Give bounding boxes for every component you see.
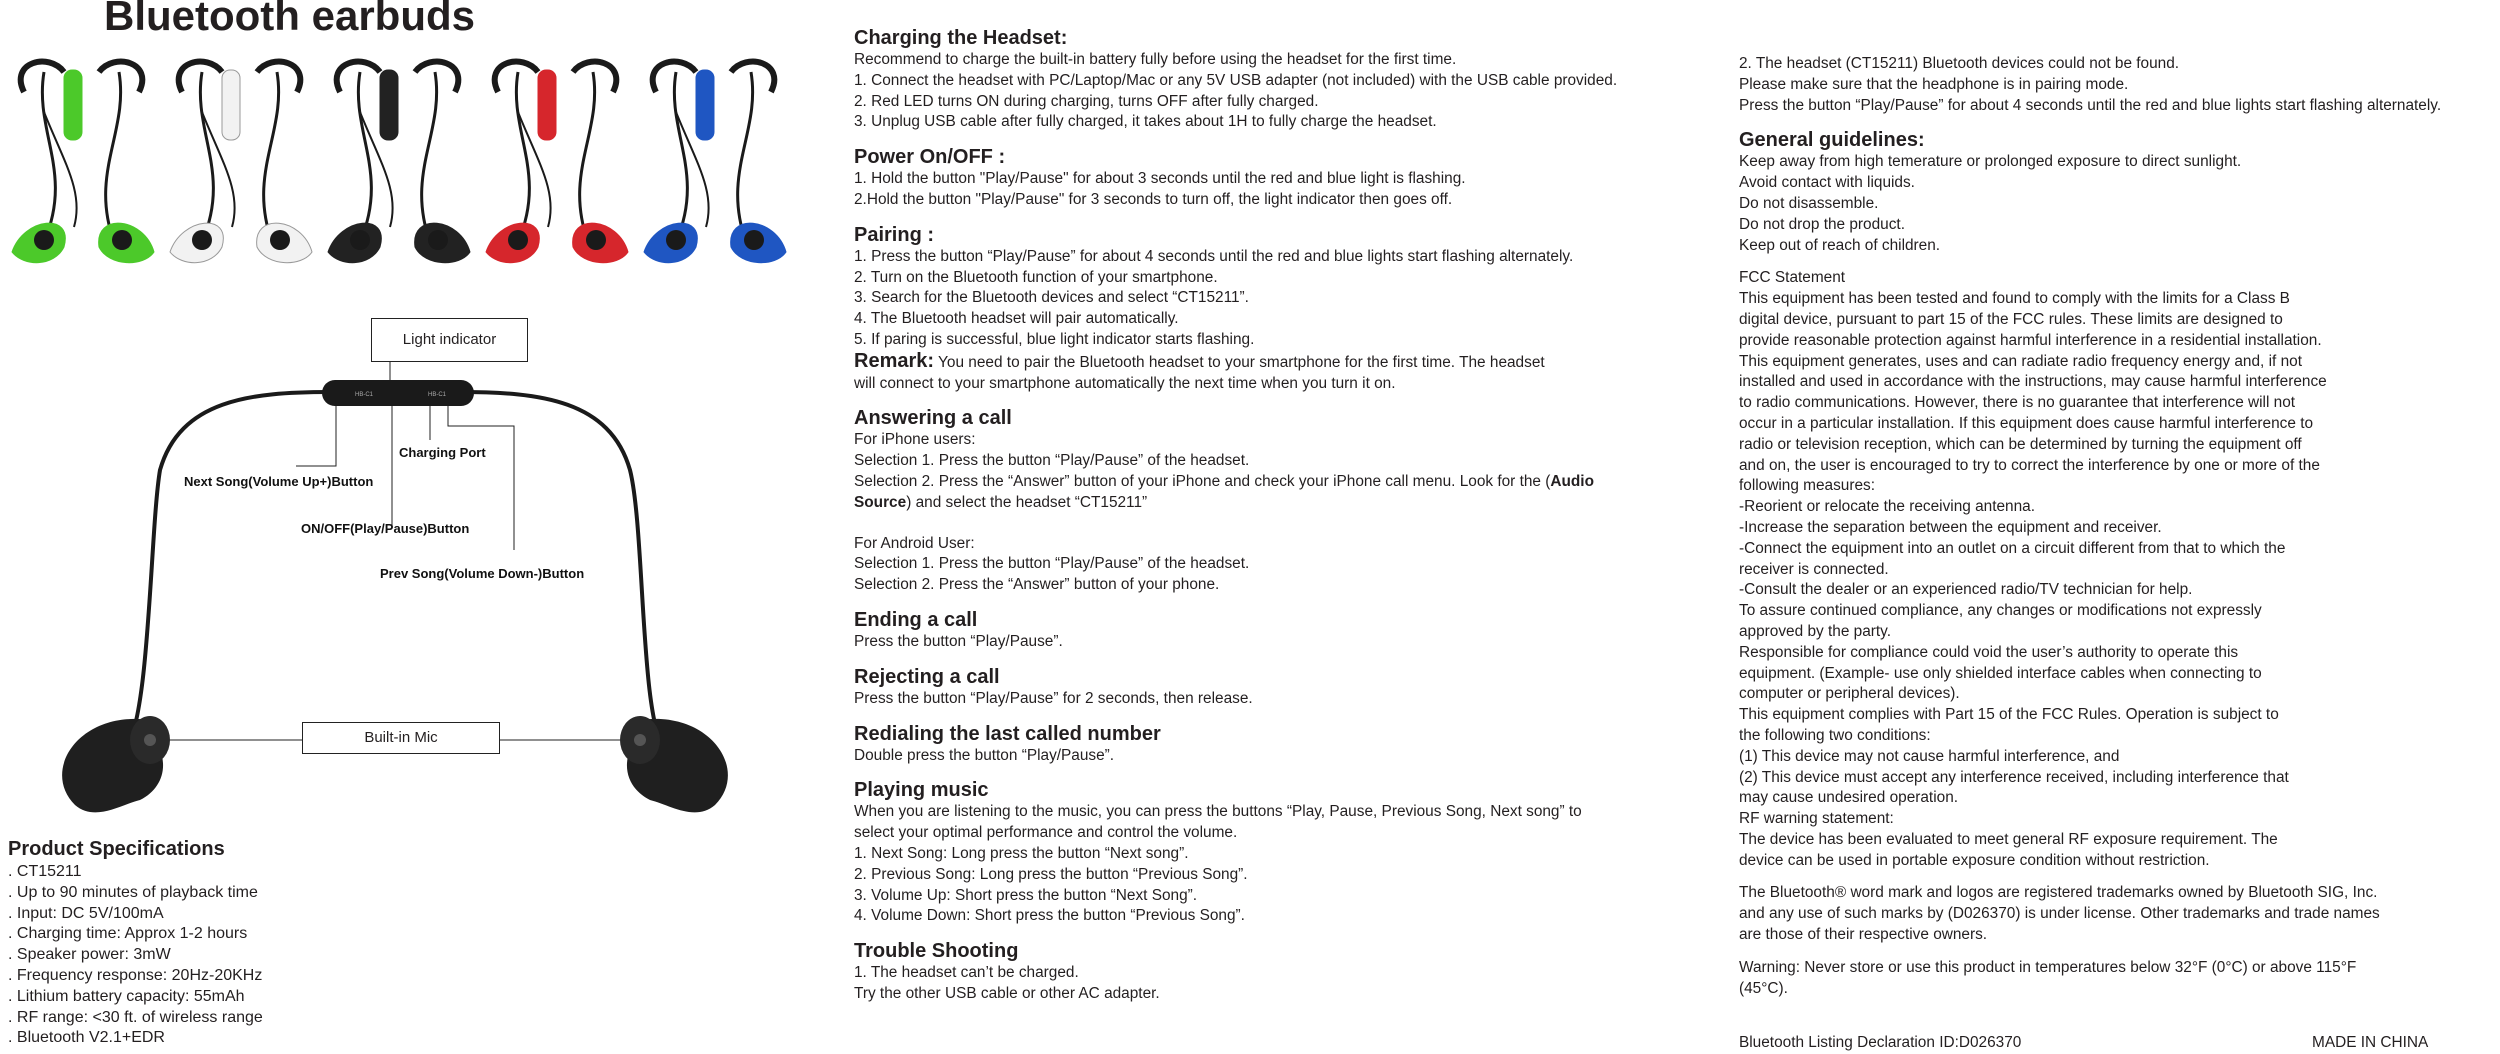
text-line: digital device, pursuant to part 15 of the FCC rules. These limits are designed to	[1739, 310, 2283, 328]
text-line: 4. The Bluetooth headset will pair automatically.	[854, 310, 1179, 328]
ending-heading: Ending a call	[854, 608, 978, 631]
prev-song-label: Prev Song(Volume Down-)Button	[380, 566, 585, 581]
text-line: This equipment complies with Part 15 of the FCC Rules. Operation is subject to	[1739, 706, 2279, 724]
iphone-selection-2-cont	[854, 493, 1617, 514]
music-text	[854, 802, 1617, 927]
text-line: RF warning statement:	[1739, 810, 1894, 828]
product-photos	[0, 52, 800, 292]
text-line: 1. Next Song: Long press the button “Next song”.	[854, 844, 1189, 862]
right-column	[1739, 54, 2441, 999]
temperature-warning	[1739, 958, 2441, 1000]
android-selection-2: Selection 2. Press the “Answer” button of your phone.	[854, 576, 1220, 594]
text-line: following measures:	[1739, 477, 1876, 495]
music-heading: Playing music	[854, 779, 989, 802]
right-earbud	[620, 716, 728, 812]
text-line: 2. Red LED turns ON during charging, turns OFF after fully charged.	[854, 92, 1319, 110]
answering-heading: Answering a call	[854, 407, 1012, 430]
leader-next	[296, 406, 336, 466]
iphone-selection-2-end: ) and select the headset “CT15211”	[906, 493, 1148, 511]
text-line: 1. The headset can’t be charged.	[854, 964, 1079, 982]
source-word: Source	[854, 493, 907, 511]
text-line: 4. Volume Down: Short press the button “Previous Song”.	[854, 907, 1245, 925]
text-line: -Reorient or relocate the receiving antenna.	[1739, 498, 2036, 516]
android-intro: For Android User:	[854, 534, 975, 552]
product-specifications	[8, 836, 263, 1049]
text-line: installed and used in accordance with the instructions, may cause harmful interference	[1739, 373, 2327, 391]
power-heading: Power On/OFF :	[854, 146, 1006, 169]
text-line: to radio communications. However, there is no guarantee that interference will not	[1739, 394, 2296, 412]
text-line: Warning: Never store or use this product in temperatures below 32°F (0°C) or above 115°F	[1739, 958, 2357, 976]
text-line: the following two conditions:	[1739, 726, 1931, 744]
rejecting-heading: Rejecting a call	[854, 665, 1000, 688]
charging-port-label: Charging Port	[399, 445, 486, 460]
built-in-mic-label: Built-in Mic	[302, 722, 500, 754]
text-line: 1. Connect the headset with PC/Laptop/Mac or any 5V USB adapter (not included) with the USB cable provided.	[854, 71, 1618, 89]
earbud-photo-green	[12, 62, 154, 263]
iphone-selection-1: Selection 1. Press the button “Play/Pause” of the headset.	[854, 452, 1250, 470]
pairing-text	[854, 247, 1617, 351]
text-line: 1. Hold the button "Play/Pause" for about 3 seconds until the red and blue light is flashing.	[854, 170, 1466, 188]
text-line: . Charging time: Approx 1-2 hours	[8, 925, 248, 943]
iphone-intro: For iPhone users:	[854, 431, 976, 449]
charging-heading: Charging the Headset:	[854, 27, 1068, 49]
text-line: may cause undesired operation.	[1739, 789, 1959, 807]
text-line: . Up to 90 minutes of playback time	[8, 883, 258, 901]
text-line: device can be used in portable exposure condition without restriction.	[1739, 851, 2210, 869]
text-line: Keep away from high temerature or prolonged exposure to direct sunlight.	[1739, 153, 2242, 171]
text-line: To assure continued compliance, any changes or modifications not expressly	[1739, 602, 2262, 620]
earbud-photo-black	[328, 62, 470, 263]
text-line: When you are listening to the music, you can press the buttons “Play, Pause, Previous Song, Next song” to	[854, 803, 1582, 821]
text-line: Recommend to charge the built-in battery fully before using the headset for the first time.	[854, 51, 1457, 68]
left-earbud	[62, 716, 170, 812]
text-line: 2. Previous Song: Long press the button “Previous Song”.	[854, 865, 1248, 883]
pairing-heading: Pairing :	[854, 223, 935, 246]
text-line: radio or television reception, which can be determined by turning the equipment off	[1739, 435, 2302, 453]
specs-heading: Product Specifications	[8, 838, 225, 860]
text-line: 5. If paring is successful, blue light indicator starts flashing.	[854, 330, 1255, 348]
text-line: . Input: DC 5V/100mA	[8, 904, 164, 922]
earbud-photo-white	[170, 62, 312, 263]
text-line: Keep out of reach of children.	[1739, 236, 1941, 254]
text-line: . RF range: <30 ft. of wireless range	[8, 1008, 263, 1026]
made-in-label: MADE IN CHINA	[2312, 1034, 2429, 1051]
text-line: occur in a particular installation. If this equipment does cause harmful interference to	[1739, 414, 2314, 432]
remark-word: Remark:	[854, 349, 935, 372]
text-line: computer or peripheral devices).	[1739, 685, 1960, 703]
charging-text	[854, 50, 1617, 133]
page-title: Bluetooth earbuds	[104, 0, 476, 39]
fcc-statement	[1739, 268, 2441, 871]
guidelines-heading: General guidelines:	[1739, 129, 1925, 152]
trouble-text	[854, 963, 1617, 1005]
next-song-label: Next Song(Volume Up+)Button	[184, 474, 374, 489]
text-line: . Lithium battery capacity: 55mAh	[8, 987, 245, 1005]
text-line: are those of their respective owners.	[1739, 926, 1988, 944]
svg-text:HB-C1: HB-C1	[428, 392, 447, 398]
redialing-heading: Redialing the last called number	[854, 722, 1161, 745]
audio-word: Audio	[1550, 472, 1594, 490]
text-line: (1) This device may not cause harmful interference, and	[1739, 747, 2120, 765]
text-line: 2. The headset (CT15211) Bluetooth devices could not be found.	[1739, 55, 2180, 72]
text-line: Try the other USB cable or other AC adapter.	[854, 984, 1160, 1002]
text-line: FCC Statement	[1739, 269, 1846, 287]
ending-text	[854, 632, 1617, 653]
text-line: equipment. (Example- use only shielded interface cables when connecting to	[1739, 664, 2262, 682]
trouble-continued	[1739, 54, 2441, 116]
text-line: Do not drop the product.	[1739, 215, 1905, 233]
left-cable	[125, 392, 330, 750]
text-line: receiver is connected.	[1739, 560, 1889, 578]
iphone-selection-2-text: Selection 2. Press the “Answer” button of your iPhone and check your iPhone call menu. Look for the (	[854, 472, 1551, 490]
rejecting-text	[854, 689, 1617, 710]
iphone-selection-2	[854, 472, 1617, 493]
listing-declaration-id: Bluetooth Listing Declaration ID:D026370	[1739, 1034, 2022, 1051]
remark-text: You need to pair the Bluetooth headset to your smartphone for the first time. The headset	[934, 353, 1545, 371]
text-line: approved by the party.	[1739, 622, 1892, 640]
text-line: Press the button “Play/Pause”.	[854, 632, 1063, 650]
text-line: . CT15211	[8, 863, 82, 880]
text-line: and any use of such marks by (D026370) is under license. Other trademarks and trade names	[1739, 905, 2380, 923]
text-line: 1. Press the button “Play/Pause” for about 4 seconds until the red and blue lights start flashing alternately.	[854, 247, 1574, 265]
text-line: Please make sure that the headphone is in pairing mode.	[1739, 75, 2129, 93]
text-line: . Speaker power: 3mW	[8, 946, 171, 964]
text-line: The device has been evaluated to meet general RF exposure requirement. The	[1739, 830, 2278, 848]
trouble-heading: Trouble Shooting	[854, 940, 1019, 963]
text-line: 2. Turn on the Bluetooth function of your smartphone.	[854, 268, 1218, 286]
text-line: and on, the user is encouraged to try to correct the interference by one or more of the	[1739, 456, 2320, 474]
text-line: The Bluetooth® word mark and logos are registered trademarks owned by Bluetooth SIG, Inc.	[1739, 884, 2378, 902]
text-line: -Connect the equipment into an outlet on a circuit different from that to which the	[1739, 539, 2286, 557]
text-line: Press the button “Play/Pause” for about 4 seconds until the red and blue lights start flashing alternately.	[1739, 96, 2442, 114]
text-line: . Bluetooth V2.1+EDR	[8, 1029, 165, 1047]
text-line: Do not disassemble.	[1739, 194, 1879, 212]
text-line: select your optimal performance and control the volume.	[854, 824, 1238, 842]
text-line: Avoid contact with liquids.	[1739, 174, 1915, 192]
specs-list	[8, 862, 263, 1049]
guidelines-text	[1739, 152, 2441, 256]
remark-line-2: will connect to your smartphone automatically the next time when you turn it on.	[854, 374, 1396, 392]
light-indicator-label: Light indicator	[371, 318, 528, 362]
svg-text:HB-C1: HB-C1	[355, 392, 374, 398]
redialing-text	[854, 746, 1617, 767]
power-text	[854, 169, 1617, 211]
earbud-photo-blue	[644, 62, 786, 263]
text-line: -Increase the separation between the equipment and receiver.	[1739, 518, 2162, 536]
text-line: Responsible for compliance could void the user’s authority to operate this	[1739, 643, 2239, 661]
text-line: 2.Hold the button "Play/Pause" for 3 seconds to turn off, the light indicator then goes off.	[854, 190, 1453, 208]
text-line: Double press the button “Play/Pause”.	[854, 746, 1115, 764]
trademark-notice	[1739, 883, 2441, 945]
text-line: (45°C).	[1739, 979, 1788, 997]
control-box	[322, 380, 474, 406]
text-line: This equipment generates, uses and can radiate radio frequency energy and, if not	[1739, 352, 2302, 370]
android-selection-1: Selection 1. Press the button “Play/Pause” of the headset.	[854, 555, 1250, 573]
text-line: 3. Search for the Bluetooth devices and select “CT15211”.	[854, 289, 1249, 307]
text-line: 3. Volume Up: Short press the button “Next Song”.	[854, 886, 1198, 904]
remark-line	[854, 351, 1617, 374]
text-line: (2) This device must accept any interference received, including interference that	[1739, 768, 2289, 786]
text-line: This equipment has been tested and found to comply with the limits for a Class B	[1739, 290, 2290, 308]
on-off-label: ON/OFF(Play/Pause)Button	[301, 521, 470, 536]
text-line: . Frequency response: 20Hz-20KHz	[8, 966, 263, 984]
instructions-column	[854, 26, 1617, 1005]
earbud-photo-red	[486, 62, 628, 263]
text-line: provide reasonable protection against harmful interference in a residential installation.	[1739, 331, 2322, 349]
text-line: Press the button “Play/Pause” for 2 seconds, then release.	[854, 689, 1253, 707]
text-line: -Consult the dealer or an experienced radio/TV technician for help.	[1739, 581, 2193, 599]
text-line: 3. Unplug USB cable after fully charged, it takes about 1H to fully charge the headset.	[854, 113, 1437, 131]
